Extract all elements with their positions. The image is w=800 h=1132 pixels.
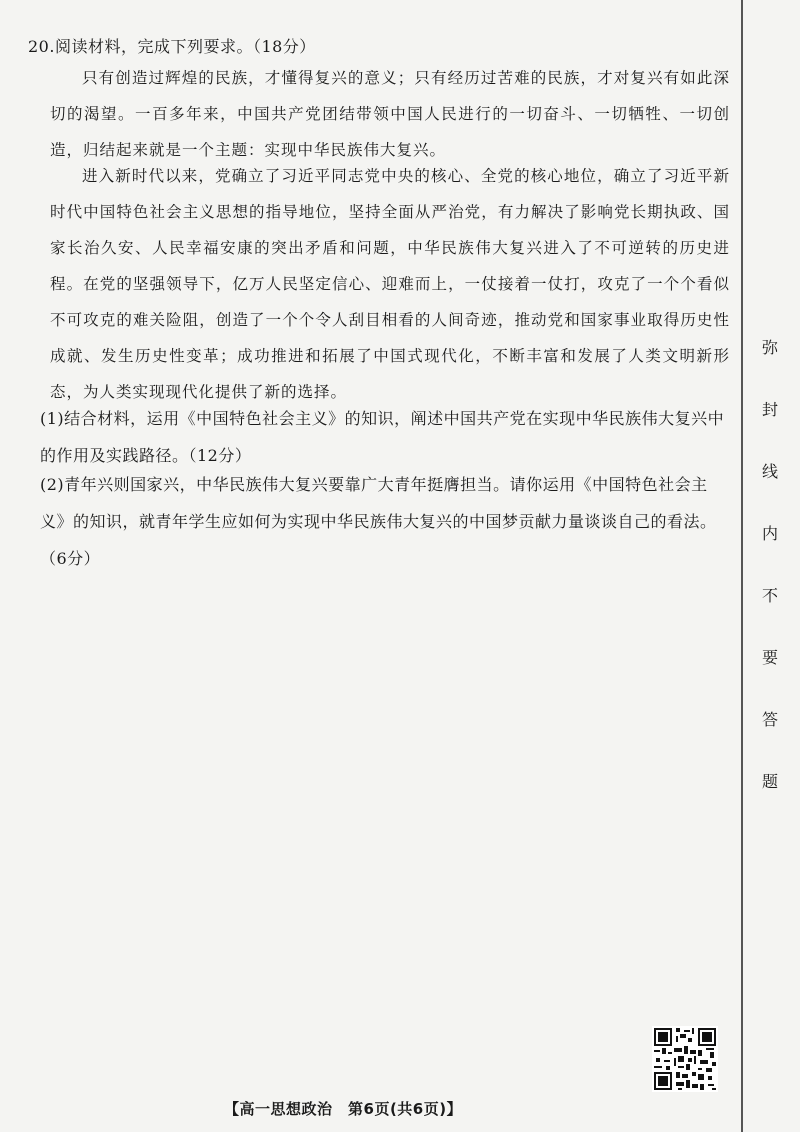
seal-divider-line [741,0,743,1132]
seal-char: 内 [761,524,778,543]
seal-char: 线 [761,462,778,481]
qr-code-icon [652,1026,718,1092]
material-paragraph-1: 只有创造过辉煌的民族，才懂得复兴的意义；只有经历过苦难的民族，才对复兴有如此深切的渴望。一百多年来，中国共产党团结带领中国人民进行的一切奋斗、一切牺牲、一切创造，归结起来就是一个主题：实现中华民族伟大复兴。 [50,69,730,159]
seal-char: 不 [761,586,778,605]
material-paragraph-2: 进入新时代以来，党确立了习近平同志党中央的核心、全党的核心地位，确立了习近平新时代中国特色社会主义思想的指导地位，坚持全面从严治党，有力解决了影响党长期执政、国家长治久安、人民幸福安康的突出矛盾和问题，中华民族伟大复兴进入了不可逆转的历史进程。在党的坚强领导下，亿万人民坚定信心、迎难而上，一仗接着一仗打，攻克了一个个看似不可攻克的难关险阻，创造了一个个令人刮目相看的人间奇迹，推动党和国家事业取得历史性成就、发生历史性变革；成功推进和拓展了中国式现代化，不断丰富和发展了人类文明新形态，为人类实现现代化提供了新的选择。 [50,167,730,401]
sub-question-2: (2)青年兴则国家兴，中华民族伟大复兴要靠广大青年挺膺担当。请你运用《中国特色社会主义》的知识，就青年学生应如何为实现中华民族伟大复兴的中国梦贡献力量谈谈自己的看法。（6分） [40,475,717,568]
seal-char: 封 [761,400,778,419]
question-header: 20.阅读材料，完成下列要求。（18分） [28,37,316,56]
seal-char: 答 [761,710,778,729]
seal-line-notice [752,338,788,834]
seal-char: 要 [761,648,778,667]
page-footer: 【高一思想政治 第6页(共6页)】 [224,1100,463,1118]
seal-char: 题 [761,772,778,791]
sub-question-1: (1)结合材料，运用《中国特色社会主义》的知识，阐述中国共产党在实现中华民族伟大复兴中的作用及实践路径。（12分） [40,409,725,465]
seal-char: 弥 [761,338,778,357]
